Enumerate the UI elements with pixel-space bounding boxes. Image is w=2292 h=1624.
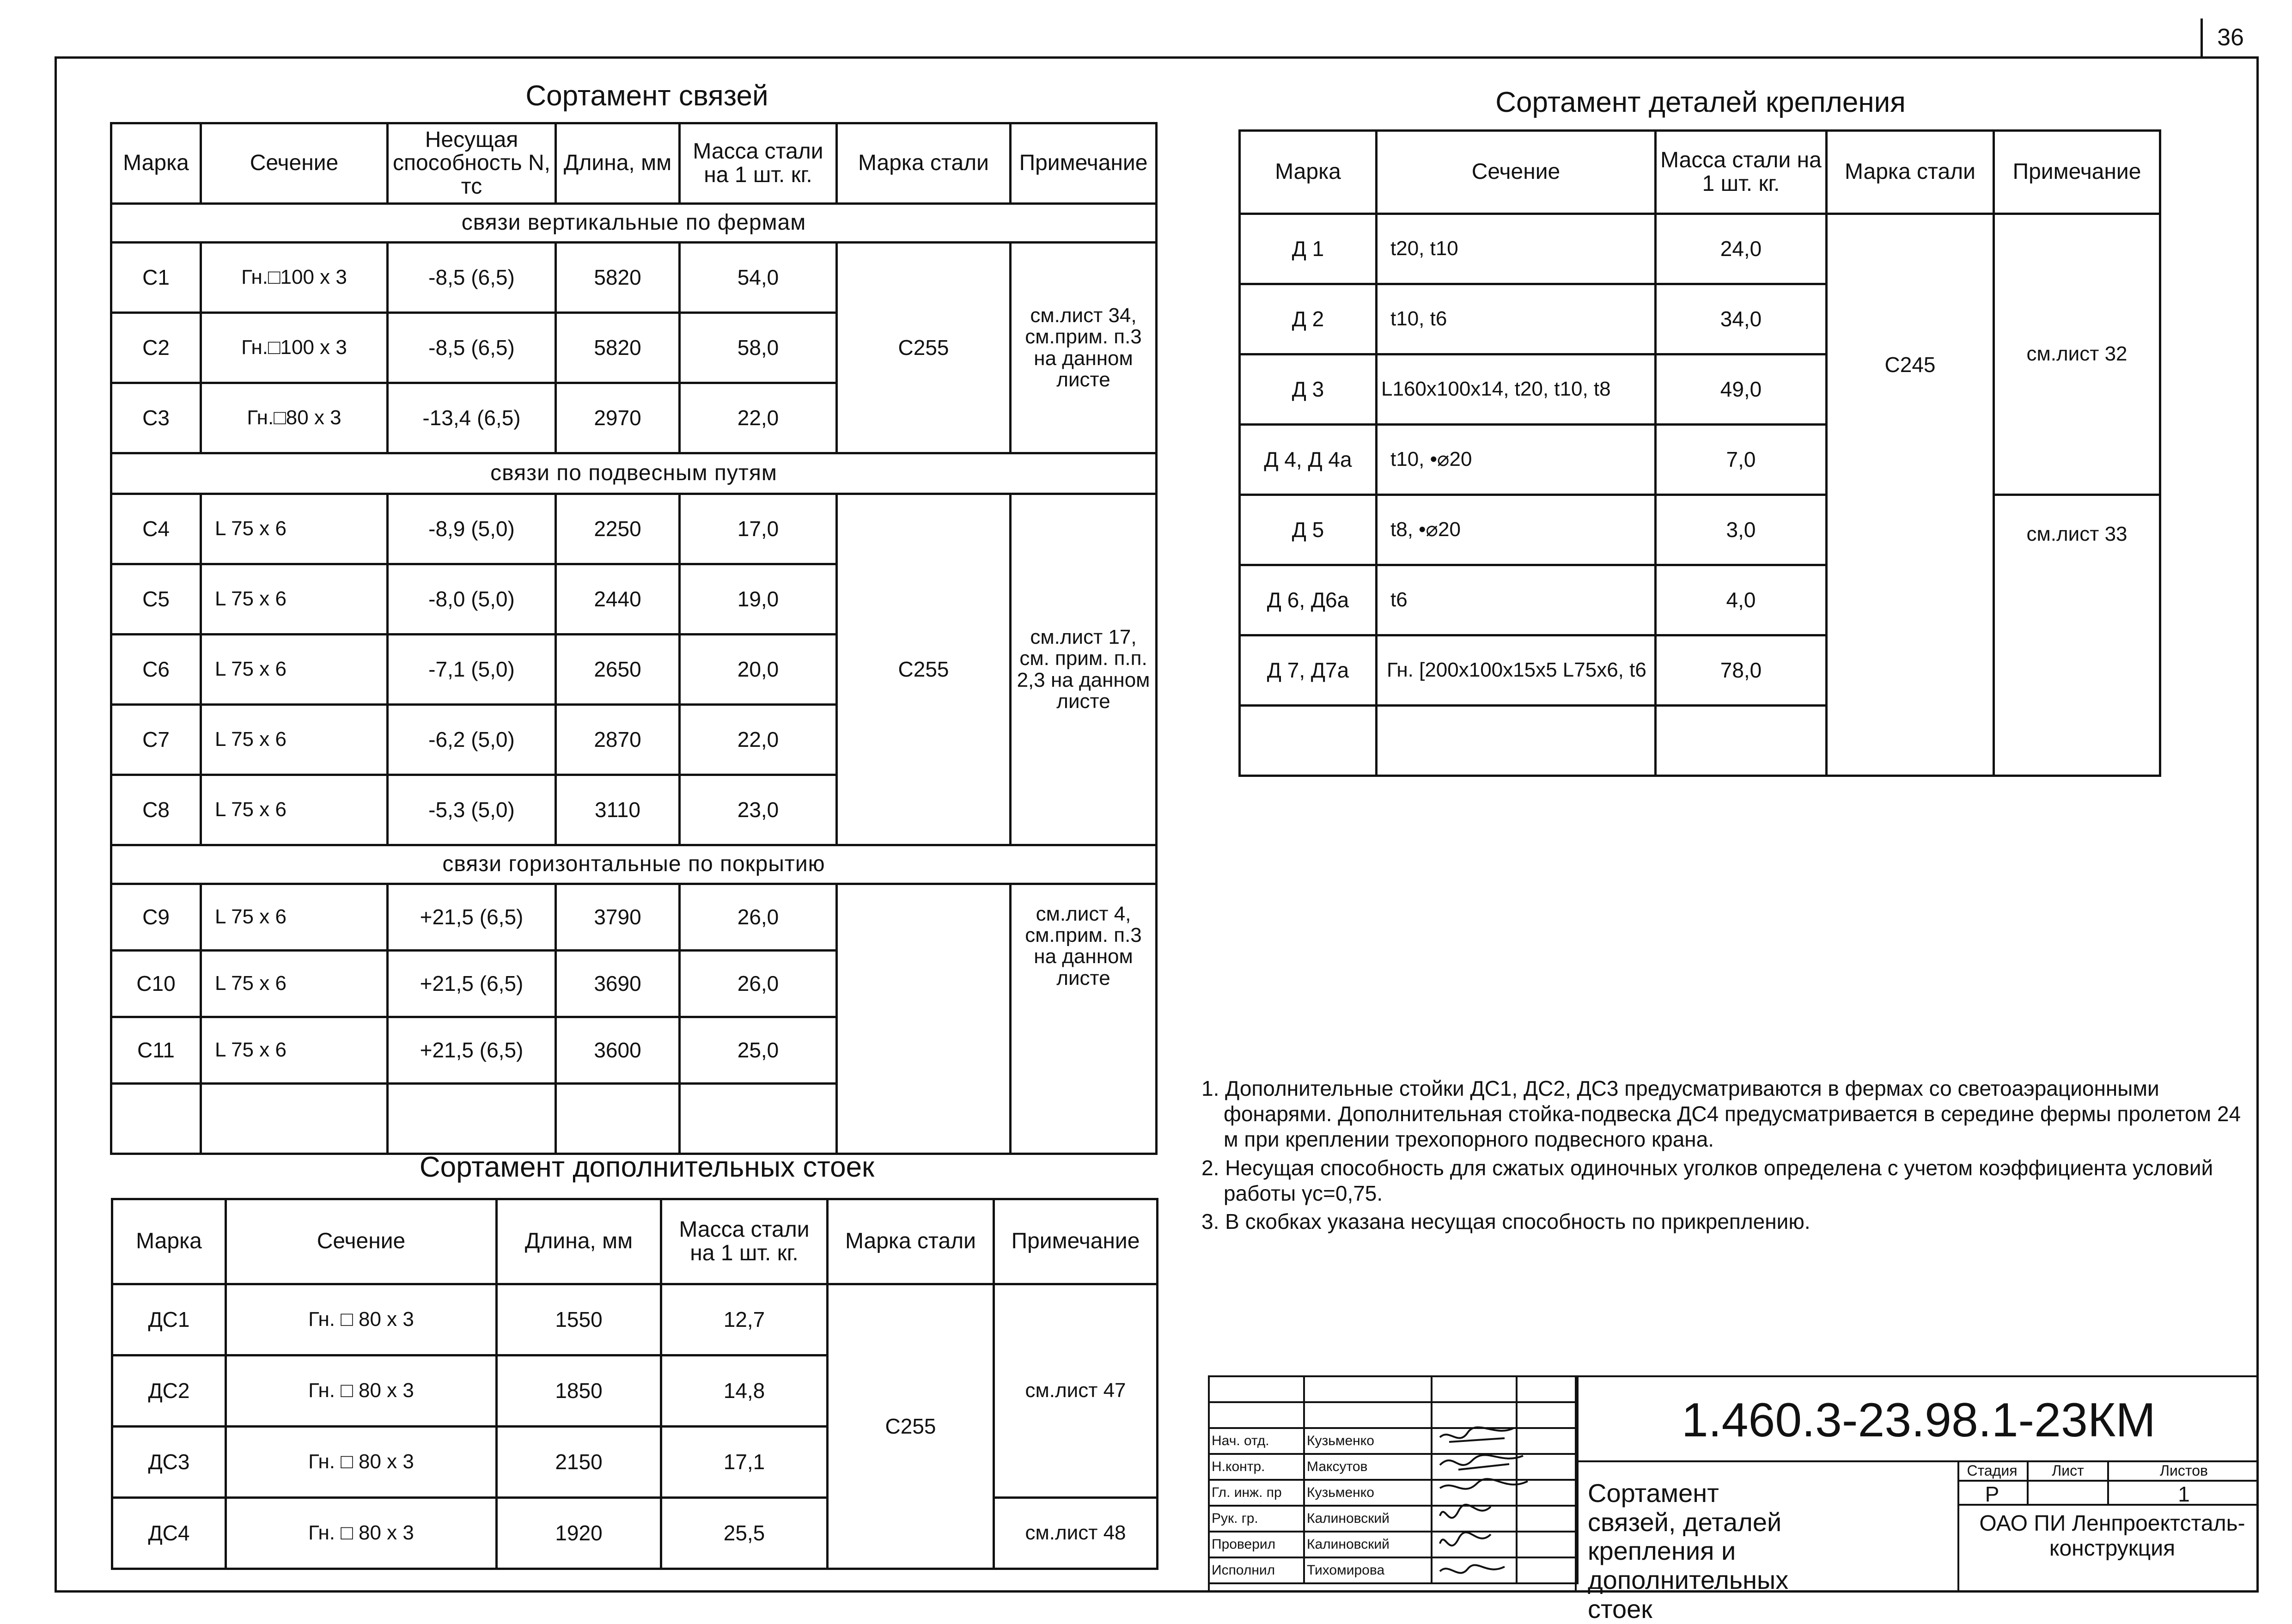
length: 5820 [556,243,680,313]
mark: ДС3 [112,1427,226,1498]
mass: 26,0 [680,884,837,951]
note: см.лист 33 [1994,495,2160,776]
note-1: 1. Дополнительные стойки ДС1, ДС2, ДС3 предусматриваются в фермах со светоаэрационными фонарями. Дополнительная стойка-подвеска ДС4 предусматривается в середине фермы пролетом 24 м при креплении трехопорного подвесного крана. [1201,1076,2241,1152]
document-code: 1.460.3-23.98.1-23КМ [1681,1393,2156,1447]
col-section: Сечение [226,1199,497,1284]
section: L 75 х 6 [201,884,388,951]
note: см.лист 17, см. прим. п.п. 2,3 на данном листе [1011,494,1157,845]
mark: С9 [111,884,201,951]
mass: 34,0 [1656,284,1827,354]
section: Гн. [200х100х15х5 L75х6, t6 [1377,635,1656,706]
capacity: +21,5 (6,5) [388,884,556,951]
section: t6 [1377,565,1656,635]
length: 2970 [556,383,680,453]
length: 1550 [497,1284,661,1355]
signatures-image [1431,1423,1532,1590]
posts-title: Сортамент дополнительных стоек [419,1151,875,1183]
col-note: Примечание [994,1199,1158,1284]
mass: 23,0 [680,775,837,845]
section: L 75 х 6 [201,705,388,775]
col-mass: Масса стали на 1 шт. кг. [680,123,837,204]
length: 1850 [497,1355,661,1427]
col-note: Примечание [1011,123,1157,204]
group-roof-label: связи горизонтальные по покрытию [111,845,1157,884]
ties-title: Сортамент связей [525,80,768,112]
steel-grade: С255 [828,1284,994,1569]
mass: 7,0 [1656,425,1827,495]
col-steel: Марка стали [1827,131,1994,214]
mass: 22,0 [680,705,837,775]
steel-grade: С255 [837,494,1011,845]
mark: С5 [111,564,201,635]
notes [1201,1076,2260,1237]
table-row [111,494,1157,564]
sheets-label: Листов [2160,1462,2208,1479]
mark: Д 5 [1240,495,1377,565]
note-3: 3. В скобках указана несущая способность по прикреплению. [1201,1209,1810,1233]
length: 2150 [497,1427,661,1498]
posts-table [111,1198,1158,1570]
mass: 17,1 [661,1427,828,1498]
length: 3600 [556,1017,680,1084]
mark: Д 1 [1240,214,1377,284]
section: Гн.□100 х 3 [201,313,388,383]
mark: Д 6, Д6а [1240,565,1377,635]
table-row [111,884,1157,951]
section: Гн.□80 х 3 [201,383,388,453]
mass: 25,0 [680,1017,837,1084]
length: 3110 [556,775,680,845]
mass: 20,0 [680,635,837,705]
organization: ОАО ПИ Ленпроектсталь-конструкция [1979,1511,2245,1561]
fasteners-table [1238,129,2161,777]
table-row [1240,214,2160,284]
mark: ДС2 [112,1355,226,1427]
mass: 26,0 [680,951,837,1017]
capacity: -6,2 (5,0) [388,705,556,775]
mass: 12,7 [661,1284,828,1355]
table-row [112,1498,1158,1569]
section: L 75 х 6 [201,1017,388,1084]
note: см.лист 48 [994,1498,1158,1569]
mark: С2 [111,313,201,383]
section: L 75 х 6 [201,775,388,845]
staff-role: Проверил [1209,1532,1304,1557]
length: 2440 [556,564,680,635]
capacity: +21,5 (6,5) [388,951,556,1017]
section: L 75 х 6 [201,564,388,635]
section: t8, •⌀20 [1377,495,1656,565]
capacity: -8,5 (6,5) [388,313,556,383]
mass: 78,0 [1656,635,1827,706]
mark: С11 [111,1017,201,1084]
length: 2870 [556,705,680,775]
mass: 17,0 [680,494,837,564]
section: Гн.□100 х 3 [201,243,388,313]
length: 1920 [497,1498,661,1569]
note: см.лист 32 [1994,214,2160,495]
col-mark: Марка [1240,131,1377,214]
col-capacity: Несущая способность N, тс [388,123,556,204]
capacity: -7,1 (5,0) [388,635,556,705]
length: 2650 [556,635,680,705]
section: Гн. □ 80 х 3 [226,1284,497,1355]
mark: Д 7, Д7а [1240,635,1377,706]
note: см.лист 34, см.прим. п.3 на данном листе [1011,243,1157,453]
drawing-name: Сортамент связей, деталей крепления и дополнительных стоек [1588,1478,1789,1624]
section: L160х100х14, t20, t10, t8 [1377,354,1656,425]
length: 3790 [556,884,680,951]
mass: 49,0 [1656,354,1827,425]
staff-role: Рук. гр. [1209,1506,1304,1532]
page-number: 36 [2201,18,2258,56]
col-note: Примечание [1994,131,2160,214]
note-2: 2. Несущая способность для сжатых одиночных уголков определена с учетом коэффициента условий работы γc=0,75. [1201,1155,2213,1205]
mark: С7 [111,705,201,775]
length: 2250 [556,494,680,564]
capacity: -5,3 (5,0) [388,775,556,845]
stage-label: Стадия [1967,1462,2018,1479]
col-section: Сечение [1377,131,1656,214]
mass: 14,8 [661,1355,828,1427]
section: Гн. □ 80 х 3 [226,1498,497,1569]
ties-table [110,122,1158,1155]
length: 5820 [556,313,680,383]
note: см.лист 4, см.прим. п.3 на данном листе [1011,884,1157,1154]
section: Гн. □ 80 х 3 [226,1427,497,1498]
group-vertical-label: связи вертикальные по фермам [111,204,1157,243]
mark: ДС4 [112,1498,226,1569]
mass: 22,0 [680,383,837,453]
mark: С10 [111,951,201,1017]
mass: 25,5 [661,1498,828,1569]
sheet-label: Лист [2052,1462,2084,1479]
mass: 3,0 [1656,495,1827,565]
mark: С1 [111,243,201,313]
section: L 75 х 6 [201,635,388,705]
section: t20, t10 [1377,214,1656,284]
mark: ДС1 [112,1284,226,1355]
col-section: Сечение [201,123,388,204]
steel-grade: С245 [1827,214,1994,776]
mass: 19,0 [680,564,837,635]
mark: Д 4, Д 4а [1240,425,1377,495]
stage-value: Р [1985,1482,1999,1506]
staff-role: Н.контр. [1209,1454,1304,1480]
staff-name: Кузьменко [1304,1428,1432,1454]
mass: 58,0 [680,313,837,383]
length: 3690 [556,951,680,1017]
staff-name: Калиновский [1304,1506,1432,1532]
mass: 24,0 [1656,214,1827,284]
mass: 54,0 [680,243,837,313]
col-mass: Масса стали на 1 шт. кг. [1656,131,1827,214]
staff-name: Максутов [1304,1454,1432,1480]
section: t10, t6 [1377,284,1656,354]
col-mass: Масса стали на 1 шт. кг. [661,1199,828,1284]
section: L 75 х 6 [201,951,388,1017]
table-row [112,1284,1158,1355]
mark: С6 [111,635,201,705]
sheets-value: 1 [2178,1482,2190,1506]
capacity: -13,4 (6,5) [388,383,556,453]
steel-grade-empty [837,884,1011,1154]
section: L 75 х 6 [201,494,388,564]
staff-name: Кузьменко [1304,1480,1432,1506]
col-length: Длина, мм [497,1199,661,1284]
table-row [1240,495,2160,565]
group-crane-label: связи по подвесным путям [111,453,1157,494]
table-row [111,243,1157,313]
section: t10, •⌀20 [1377,425,1656,495]
mark: С4 [111,494,201,564]
capacity: -8,9 (5,0) [388,494,556,564]
staff-name: Калиновский [1304,1532,1432,1557]
capacity: +21,5 (6,5) [388,1017,556,1084]
col-steel: Марка стали [828,1199,994,1284]
note: см.лист 47 [994,1284,1158,1498]
mass: 4,0 [1656,565,1827,635]
col-mark: Марка [112,1199,226,1284]
staff-name: Тихомирова [1304,1557,1432,1583]
col-length: Длина, мм [556,123,680,204]
capacity: -8,5 (6,5) [388,243,556,313]
capacity: -8,0 (5,0) [388,564,556,635]
mark: С3 [111,383,201,453]
staff-role: Гл. инж. пр [1209,1480,1304,1506]
mark: Д 2 [1240,284,1377,354]
section: Гн. □ 80 х 3 [226,1355,497,1427]
fasteners-title: Сортамент деталей крепления [1495,86,1906,118]
steel-grade: С255 [837,243,1011,453]
col-steel: Марка стали [837,123,1011,204]
staff-role: Исполнил [1209,1557,1304,1583]
col-mark: Марка [111,123,201,204]
mark: С8 [111,775,201,845]
mark: Д 3 [1240,354,1377,425]
staff-role: Нач. отд. [1209,1428,1304,1454]
